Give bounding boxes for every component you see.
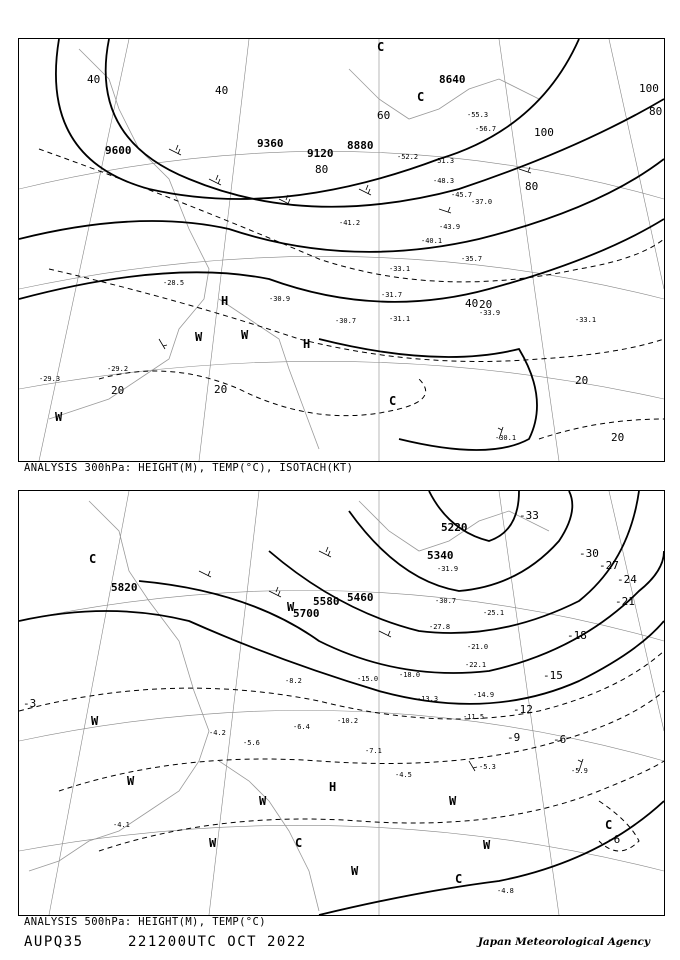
high-pressure-mark: H	[329, 780, 337, 794]
wind-barb	[169, 145, 181, 155]
isotach-label: 20	[214, 383, 228, 396]
temperature-reading: -30.1	[495, 434, 517, 442]
temperature-reading: -14.9	[473, 691, 495, 699]
agency-name: Japan Meteorological Agency	[477, 936, 650, 948]
temperature-reading: -7.1	[365, 747, 382, 755]
height-contour	[349, 491, 572, 591]
temperature-reading: -33.1	[575, 316, 597, 324]
height-contour	[269, 491, 639, 633]
warm-center-mark: W	[91, 714, 99, 728]
temperature-reading: -28.5	[163, 279, 185, 287]
isotherm-label: -21	[615, 595, 635, 608]
coastline	[219, 761, 319, 911]
temperature-reading: -31.1	[389, 315, 411, 323]
cold-center-mark: C	[605, 818, 613, 832]
isotach-label: 40	[465, 297, 479, 310]
warm-center-mark: W	[287, 600, 295, 614]
isotach-label: 20	[611, 431, 625, 444]
longitude-line	[199, 39, 249, 461]
height-label: 5700	[293, 607, 320, 620]
coastline	[49, 49, 209, 419]
high-pressure-mark: H	[221, 294, 229, 308]
valid-time: 221200UTC OCT 2022	[128, 934, 307, 950]
warm-center-mark: W	[259, 794, 267, 808]
height-label: 9120	[307, 147, 334, 160]
isotherm-label: -33	[519, 509, 539, 522]
isotach-label: 80	[649, 105, 663, 118]
temperature-reading: -4.5	[395, 771, 412, 779]
height-contour	[19, 159, 664, 252]
isotach-label: 20	[111, 384, 125, 397]
temperature-reading: -25.1	[483, 609, 505, 617]
longitude-line	[609, 39, 664, 289]
isotach-label: 40	[87, 73, 101, 86]
isotach-label: 20	[479, 298, 493, 311]
temperature-reading: -29.2	[107, 365, 129, 373]
isotach-label: 100	[639, 82, 659, 95]
height-label: 9600	[105, 144, 132, 157]
height-label: 8880	[347, 139, 374, 152]
height-contour	[19, 611, 664, 704]
isotherm-label: -6	[607, 833, 621, 846]
isotach-label: 60	[377, 109, 391, 122]
isotherm-label: -24	[617, 573, 637, 586]
panel-caption-300hpa: ANALYSIS 300hPa: HEIGHT(M), TEMP(°C), ISOTACH(KT)	[24, 462, 354, 474]
height-label: 8640	[439, 73, 466, 86]
temperature-reading: -15.0	[357, 675, 379, 683]
temperature-reading: -56.7	[475, 125, 497, 133]
coastline	[29, 501, 209, 871]
isotach-label: 80	[315, 163, 329, 176]
warm-center-mark: W	[195, 330, 203, 344]
high-pressure-mark: H	[303, 337, 311, 351]
map-300hpa-canvas	[19, 39, 664, 461]
wind-barb	[199, 571, 211, 577]
temperature-reading: -18.0	[399, 671, 421, 679]
temperature-reading: -33.1	[389, 265, 411, 273]
isotherm-label: -18	[567, 629, 587, 642]
cold-center-mark: C	[295, 836, 303, 850]
wind-barb	[319, 547, 331, 557]
height-label: 9360	[257, 137, 284, 150]
cold-center-mark: C	[89, 552, 97, 566]
latitude-line	[19, 151, 664, 199]
temperature-reading: -35.7	[461, 255, 483, 263]
temperature-reading: -30.9	[269, 295, 291, 303]
height-contour	[19, 219, 664, 302]
cold-center-mark: C	[389, 394, 397, 408]
map-500hpa-canvas	[19, 491, 664, 915]
map-panel-500hpa	[18, 490, 665, 916]
temperature-reading: -10.2	[337, 717, 359, 725]
height-label: 5820	[111, 581, 138, 594]
height-contour	[106, 39, 664, 207]
isotherm	[539, 419, 664, 439]
warm-center-mark: W	[351, 864, 359, 878]
panel-caption-500hpa: ANALYSIS 500hPa: HEIGHT(M), TEMP(°C)	[24, 916, 266, 928]
temperature-reading: -30.7	[335, 317, 357, 325]
temperature-reading: -4.1	[113, 821, 130, 829]
latitude-line	[19, 256, 664, 299]
temperature-reading: -31.7	[381, 291, 403, 299]
wind-barb	[469, 761, 477, 771]
isotherm-label: -27	[599, 559, 619, 572]
isotherm	[59, 691, 664, 791]
temperature-reading: -4.8	[497, 887, 514, 895]
temperature-reading: -8.2	[285, 677, 302, 685]
temperature-reading: -43.9	[439, 223, 461, 231]
wind-barb	[159, 339, 167, 349]
temperature-reading: -31.9	[437, 565, 459, 573]
map-panel-300hpa	[18, 38, 665, 462]
isotherm-label: -6	[553, 733, 567, 746]
isotherm-label: -12	[513, 703, 533, 716]
temperature-reading: -29.3	[39, 375, 61, 383]
isotach-label: 100	[534, 126, 554, 139]
warm-center-mark: W	[209, 836, 217, 850]
isotherm	[39, 149, 664, 282]
warm-center-mark: W	[449, 794, 457, 808]
temperature-reading: -33.9	[479, 309, 501, 317]
temperature-reading: -37.0	[471, 198, 493, 206]
temperature-reading: -45.7	[451, 191, 473, 199]
temperature-reading: -51.3	[433, 157, 455, 165]
temperature-reading: -5.3	[479, 763, 496, 771]
wind-barb	[439, 207, 451, 213]
longitude-line	[209, 491, 259, 915]
wind-barb	[209, 175, 221, 185]
height-label: 5460	[347, 591, 374, 604]
warm-center-mark: W	[55, 410, 63, 424]
temperature-reading: -41.2	[339, 219, 361, 227]
cold-center-mark: C	[455, 872, 463, 886]
temperature-reading: -48.3	[433, 177, 455, 185]
isotach-label: 40	[215, 84, 229, 97]
isotherm-label: -15	[543, 669, 563, 682]
isotach-label: 20	[575, 374, 589, 387]
temperature-reading: -21.0	[467, 643, 489, 651]
temperature-reading: -52.2	[397, 153, 419, 161]
isotherm-label: -9	[507, 731, 521, 744]
temperature-reading: -22.1	[465, 661, 487, 669]
wind-barb	[269, 587, 281, 597]
warm-center-mark: W	[483, 838, 491, 852]
temperature-reading: -4.2	[209, 729, 226, 737]
height-label: 5220	[441, 521, 468, 534]
warm-center-mark: W	[127, 774, 135, 788]
temperature-reading: -40.1	[421, 237, 443, 245]
temperature-reading: -55.3	[467, 111, 489, 119]
isotach-label: 80	[525, 180, 539, 193]
temperature-reading: -6.4	[293, 723, 310, 731]
temperature-reading: -13.3	[417, 695, 439, 703]
longitude-line	[39, 39, 129, 461]
temperature-reading: -5.9	[571, 767, 588, 775]
isotherm-label: -3	[23, 697, 37, 710]
isotherm	[99, 371, 426, 416]
height-label: 5340	[427, 549, 454, 562]
height-contour	[139, 551, 664, 673]
temperature-reading: -30.7	[435, 597, 457, 605]
cold-center-mark: C	[377, 40, 385, 54]
wind-barb	[359, 185, 371, 195]
wind-barb	[379, 631, 391, 637]
longitude-line	[499, 39, 559, 461]
coastline	[219, 299, 319, 449]
height-label: 5580	[313, 595, 340, 608]
cold-center-mark: C	[417, 90, 425, 104]
warm-center-mark: W	[241, 328, 249, 342]
isotherm-label: -30	[579, 547, 599, 560]
temperature-reading: -5.6	[243, 739, 260, 747]
temperature-reading: -27.8	[429, 623, 451, 631]
chart-code: AUPQ35	[24, 934, 84, 950]
temperature-reading: -11.5	[463, 713, 485, 721]
